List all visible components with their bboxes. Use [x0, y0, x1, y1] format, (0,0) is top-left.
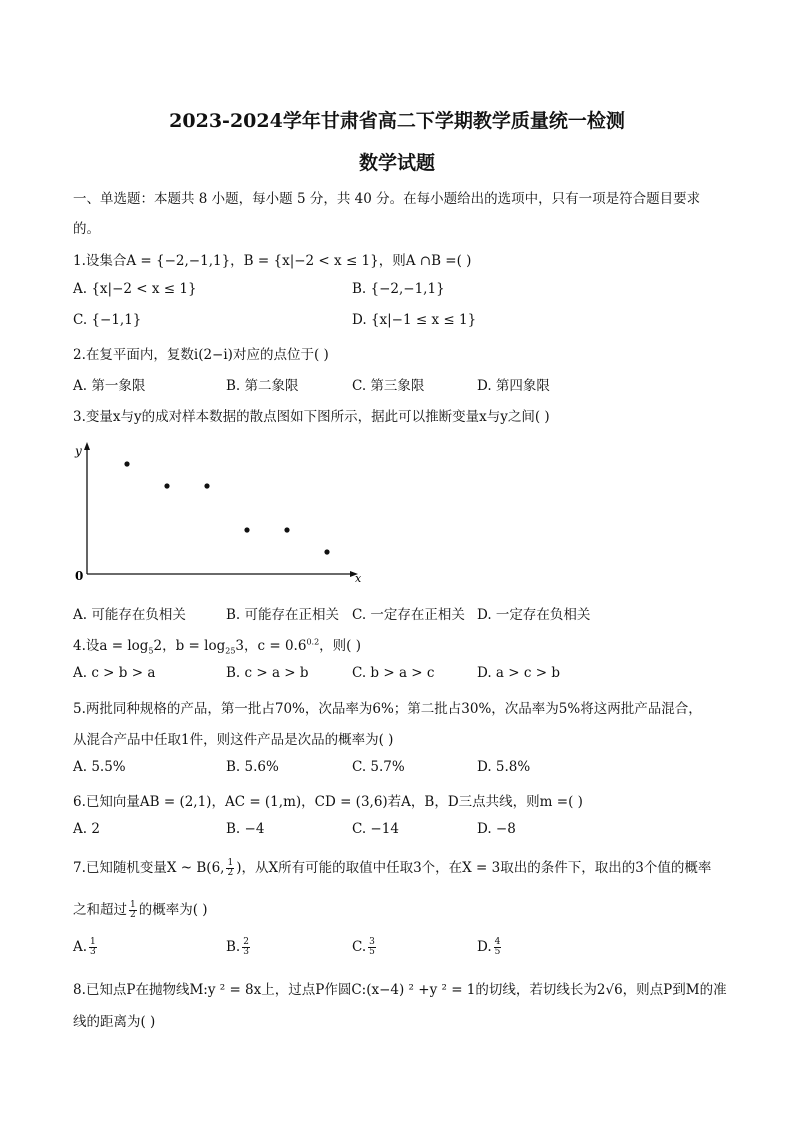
q4-option-b: B. c > a > b [226, 665, 309, 681]
q3-option-c: C. 一定存在正相关 [352, 607, 465, 623]
q3-option-d: D. 一定存在负相关 [477, 607, 591, 623]
y-axis-arrow [84, 442, 90, 450]
exam-subtitle: 数学试题 [358, 152, 435, 174]
q1-option-c: C. {−1,1} [73, 312, 142, 328]
q5-line1: 5.两批同种规格的产品，第一批占70%，次品率为6%；第二批占30%，次品率为5%将这两批产品混合， [73, 701, 702, 717]
origin-label: 0 [75, 569, 84, 583]
q2-option-c: C. 第三象限 [352, 378, 425, 394]
section-instructions-line2: 的。 [73, 221, 100, 237]
q4-option-c: C. b > a > c [352, 665, 435, 681]
q7-option-d: D. $\frac{4}{5}$ [477, 937, 501, 957]
q1-option-b: B. {−2,−1,1} [352, 281, 445, 297]
q2-option-d: D. 第四象限 [477, 378, 550, 394]
scatter-plot [70, 438, 370, 586]
q4-stem: 4.设$a = \log_52$，$b = \log_{25}3$，$c = 0.6^{0.2}$，则( ) [73, 637, 361, 656]
q7-option-b: B. $\frac{2}{3}$ [226, 937, 249, 957]
q3-stem: 3.变量x与y的成对样本数据的散点图如下图所示，据此可以推断变量x与y之间( ) [73, 409, 550, 425]
y-axis-label: y [75, 444, 82, 458]
scatter-point [164, 483, 169, 488]
q1-option-d: D. {x|−1 ≤ x ≤ 1} [352, 312, 477, 328]
q8-line2: 线的距离为( ) [73, 1014, 156, 1030]
x-axis-label: x [355, 572, 362, 585]
q3-option-b: B. 可能存在正相关 [226, 607, 340, 623]
q7-line1: 7.已知随机变量X ~ B(6, $\frac{1}{2}$ )，从X所有可能的取值中任取3个，在X = 3取出的条件下，取出的3个值的概率 [73, 858, 712, 878]
q6-option-b: B. −4 [226, 821, 265, 837]
scatter-points [124, 461, 329, 554]
q7-fraction-half: $\frac{1}{2}$ [227, 858, 234, 878]
q2-stem: 2.在复平面内，复数i(2−i)对应的点位于( ) [73, 347, 329, 363]
scatter-point [324, 549, 329, 554]
q6-option-c: C. −14 [352, 821, 399, 837]
q2-option-b: B. 第二象限 [226, 378, 299, 394]
scatter-point [284, 527, 289, 532]
q1-option-a: A. {x|−2 < x ≤ 1} [73, 281, 197, 297]
q6-option-d: D. −8 [477, 821, 516, 837]
q5-line2: 从混合产品中任取1件，则这件产品是次品的概率为( ) [73, 732, 394, 748]
q8-line1: 8.已知点P在抛物线M:y ² = 8x上，过点P作圆C:(x−4) ² +y ² = 1的切线，若切线长为2√6，则点P到M的准 [73, 982, 727, 998]
q6-stem: 6.已知向量AB = (2,1)，AC = (1,m)，CD = (3,6)若A，B，D三点共线，则m =( ) [73, 794, 583, 810]
q5-option-a: A. 5.5% [73, 759, 126, 775]
q1-stem: 1.设集合A = {−2,−1,1}，B = {x|−2 < x ≤ 1}，则A ∩B =( ) [73, 253, 472, 269]
q2-option-a: A. 第一象限 [73, 378, 146, 394]
q5-option-d: D. 5.8% [477, 759, 531, 775]
scatter-point [204, 483, 209, 488]
scatter-point [124, 461, 129, 466]
section-instructions-line1: 一、单选题：本题共 8 小题，每小题 5 分，共 40 分。在每小题给出的选项中，只有一项是符合题目要求 [73, 191, 701, 207]
exam-title: 2023-2024学年甘肃省高二下学期教学质量统一检测 [169, 110, 625, 132]
q3-option-a: A. 可能存在负相关 [73, 607, 186, 623]
q7-option-a: A. $\frac{1}{3}$ [73, 937, 96, 957]
q7-option-c: C. $\frac{3}{5}$ [352, 937, 375, 957]
q5-option-c: C. 5.7% [352, 759, 405, 775]
q6-option-a: A. 2 [73, 821, 100, 837]
q4-option-a: A. c > b > a [73, 665, 156, 681]
q7-line2: 之和超过 $\frac{1}{2}$ 的概率为( ) [73, 900, 208, 920]
scatter-point [244, 527, 249, 532]
q4-option-d: D. a > c > b [477, 665, 560, 681]
q5-option-b: B. 5.6% [226, 759, 279, 775]
